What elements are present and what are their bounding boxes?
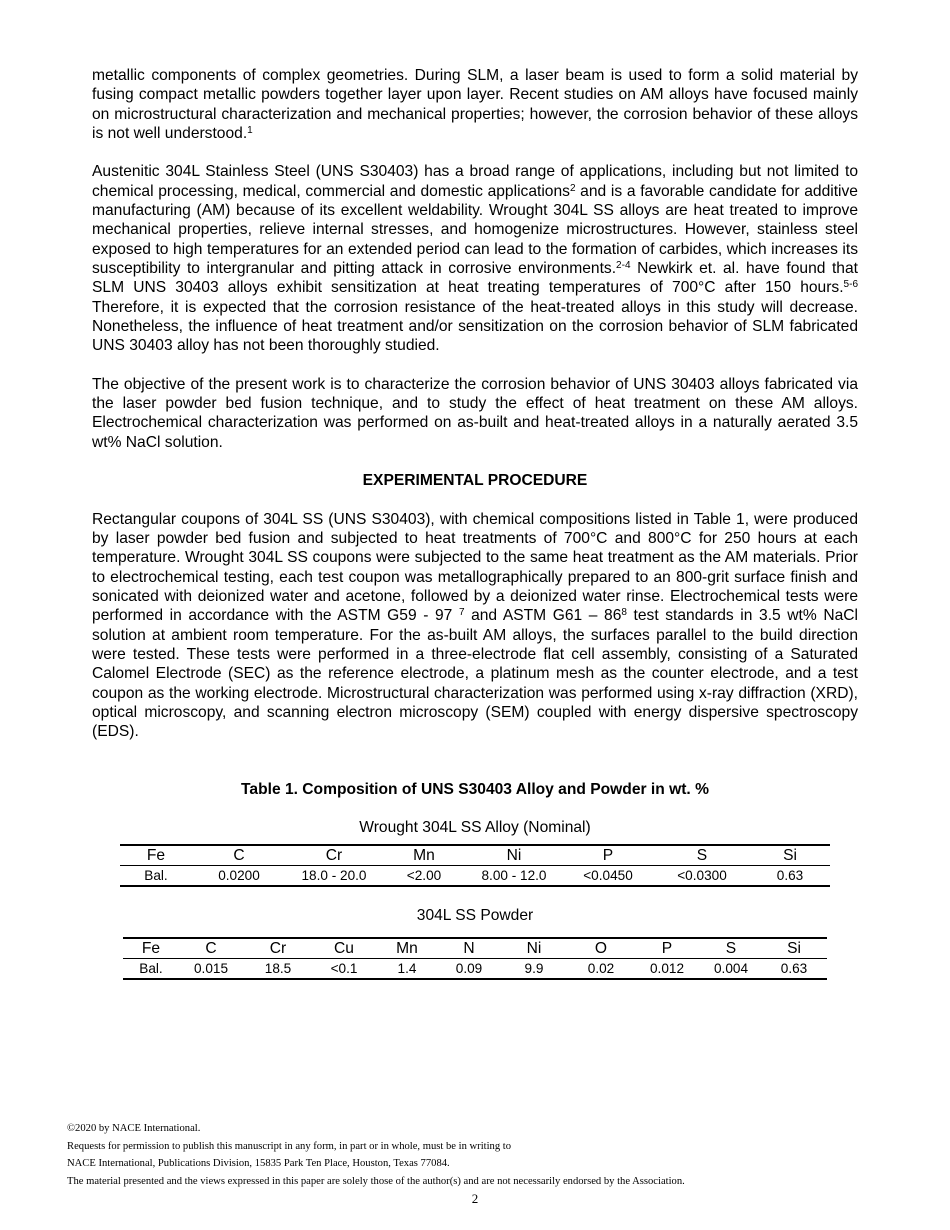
copyright-notice: ©2020 by NACE International. [67,1123,201,1134]
table-header-row [123,938,827,959]
paragraph-text: metallic components of complex geometries. During SLM, a laser beam is used to form a solid material by fusing compact metallic powders together layer upon layer. Recent studies on AM alloys have focused mainly on microstructural characterization and mechanical properties; however, the corrosion behavior of these alloys is not well understood. [92,67,858,142]
header-cell: P [633,938,701,959]
header-cell: Ni [499,938,569,959]
citation: 1 [247,124,253,136]
paragraph-text: Austenitic 304L Stainless Steel (UNS S30403) has a broad range of applications, including but not limited to chemical processing, medical, commercial and domestic applications [92,163,858,200]
paragraph-slm-intro [92,66,858,143]
table-caption: Table 1. Composition of UNS S30403 Alloy and Powder in wt. % [241,780,709,798]
paragraph-text: test standards in 3.5 wt% NaCl solution at ambient room temperature. For the as-built AM alloys, the surfaces parallel to the build direction were tested. These tests were performed in a three-electrode flat cell assembly, consisting of a Saturated Calomel Electrode (SEC) as the reference electrode, a platinum mesh as the counter electrode, and a test coupon as the working electrode. Microstructural characterization was performed using x-ray diffraction (XRD), optical microscopy, and scanning electron microscopy (SEM) coupled with energy dispersive spectroscopy (EDS). [92,607,858,741]
table-cell: Bal. [120,866,192,887]
powder-composition-table-container [123,937,827,980]
table-cell: 0.09 [439,959,499,980]
table-cell: 0.015 [179,959,243,980]
table-cell: 8.00 - 12.0 [466,866,562,887]
header-cell: Mn [382,845,466,866]
table-cell: 1.4 [375,959,439,980]
header-cell: Cr [243,938,313,959]
paragraph-objective: The objective of the present work is to characterize the corrosion behavior of UNS 30403 alloys fabricated via the laser powder bed fusion technique, and to study the effect of heat treatment on these AM alloys. Electrochemical characterization was performed on as-built and heat-treated alloys in a naturally aerated 3.5 wt% NaCl solution. [92,375,858,451]
header-cell: Fe [123,938,179,959]
table-cell: <0.1 [313,959,375,980]
header-cell: P [562,845,654,866]
permission-notice: Requests for permission to publish this manuscript in any form, in part or in whole, must be in writing to [67,1140,512,1152]
header-cell: Si [761,938,827,959]
header-cell: S [654,845,750,866]
header-cell: C [192,845,286,866]
header-cell: O [569,938,633,959]
spacer [92,761,858,780]
paragraph-text: Newkirk et. al. have found that SLM UNS 30403 alloys exhibit sensitization at heat treating temperatures of 700°C after 150 hours. [92,259,858,297]
header-cell: Cr [286,845,382,866]
wrought-table-subtitle: Wrought 304L SS Alloy (Nominal) [359,818,591,836]
header-cell: Mn [375,938,439,959]
paragraph-procedure [92,510,858,742]
table-cell: <0.0300 [654,866,750,887]
table-cell: <2.00 [382,866,466,887]
table-cell: Bal. [123,959,179,980]
publisher-address: NACE International, Publications Division, 15835 Park Ten Place, Houston, Texas 77084. [67,1158,450,1170]
table-header-row [120,845,830,866]
powder-composition-table [123,937,827,980]
table-cell: 18.0 - 20.0 [286,866,382,887]
citation: 2-4 [616,259,631,271]
header-cell: Cu [313,938,375,959]
table-cell: 0.63 [750,866,830,887]
citation: 8 [621,607,627,619]
table-row [123,959,827,980]
table-cell: 0.012 [633,959,701,980]
table-cell: 9.9 [499,959,569,980]
header-cell: C [179,938,243,959]
citation: 5-6 [843,279,858,291]
header-cell: Ni [466,845,562,866]
citation: 2 [569,182,576,194]
paragraph-text: and ASTM G61 – 86 [464,607,622,625]
powder-table-subtitle: 304L SS Powder [416,907,534,924]
table-cell: 18.5 [243,959,313,980]
header-cell: S [701,938,761,959]
paragraph-304l-background [92,162,858,355]
table-cell: 0.02 [569,959,633,980]
page-footer [67,1120,685,1190]
header-cell: Fe [120,845,192,866]
wrought-composition-table [120,844,830,887]
disclaimer: The material presented and the views expressed in this paper are solely those of the author(s) and are not necessarily endorsed by the Association. [67,1175,685,1187]
paper-body [92,66,858,845]
wrought-composition-table-container [120,844,830,887]
table-cell: 0.0200 [192,866,286,887]
page-number: 2 [471,1191,479,1206]
table-cell: 0.63 [761,959,827,980]
table-row [120,866,830,887]
paragraph-text: Therefore, it is expected that the corrosion resistance of the heat-treated alloys in this study will decrease. Nonetheless, the influence of heat treatment and/or sensitization on the corrosion behavior of SLM fabricated UNS 30403 alloy has not been thoroughly studied. [92,298,858,355]
paragraph-text: and is a favorable candidate for additive manufacturing (AM) because of its excellent weldability. Wrought 304L SS alloys are heat treated to improve mechanical properties, relieve internal stresses, and homogenize microstructures. However, stainless steel exposed to high temperatures for an extended period can lead to the formation of carbides, which increases its susceptibility to intergranular and pitting attack in corrosive environments. [92,182,858,277]
section-heading: EXPERIMENTAL PROCEDURE [362,472,588,490]
table-cell: 0.004 [701,959,761,980]
table-cell: <0.0450 [562,866,654,887]
citation: 7 [458,607,465,619]
header-cell: N [439,938,499,959]
paragraph-text: Rectangular coupons of 304L SS (UNS S30403), with chemical compositions listed in Table 1, were produced by laser powder bed fusion and subjected to heat treatments of 700°C and 800°C for 250 hours at each temperature. Wrought 304L SS coupons were subjected to the same heat treatment as the AM materials. Prior to electrochemical testing, each test coupon was metallographically prepared to an 800-grit surface finish and sonicated with deionized water and acetone, followed by a deionized water rinse. Electrochemical tests were performed in accordance with the ASTM G59 - 97 [92,510,858,625]
header-cell: Si [750,845,830,866]
